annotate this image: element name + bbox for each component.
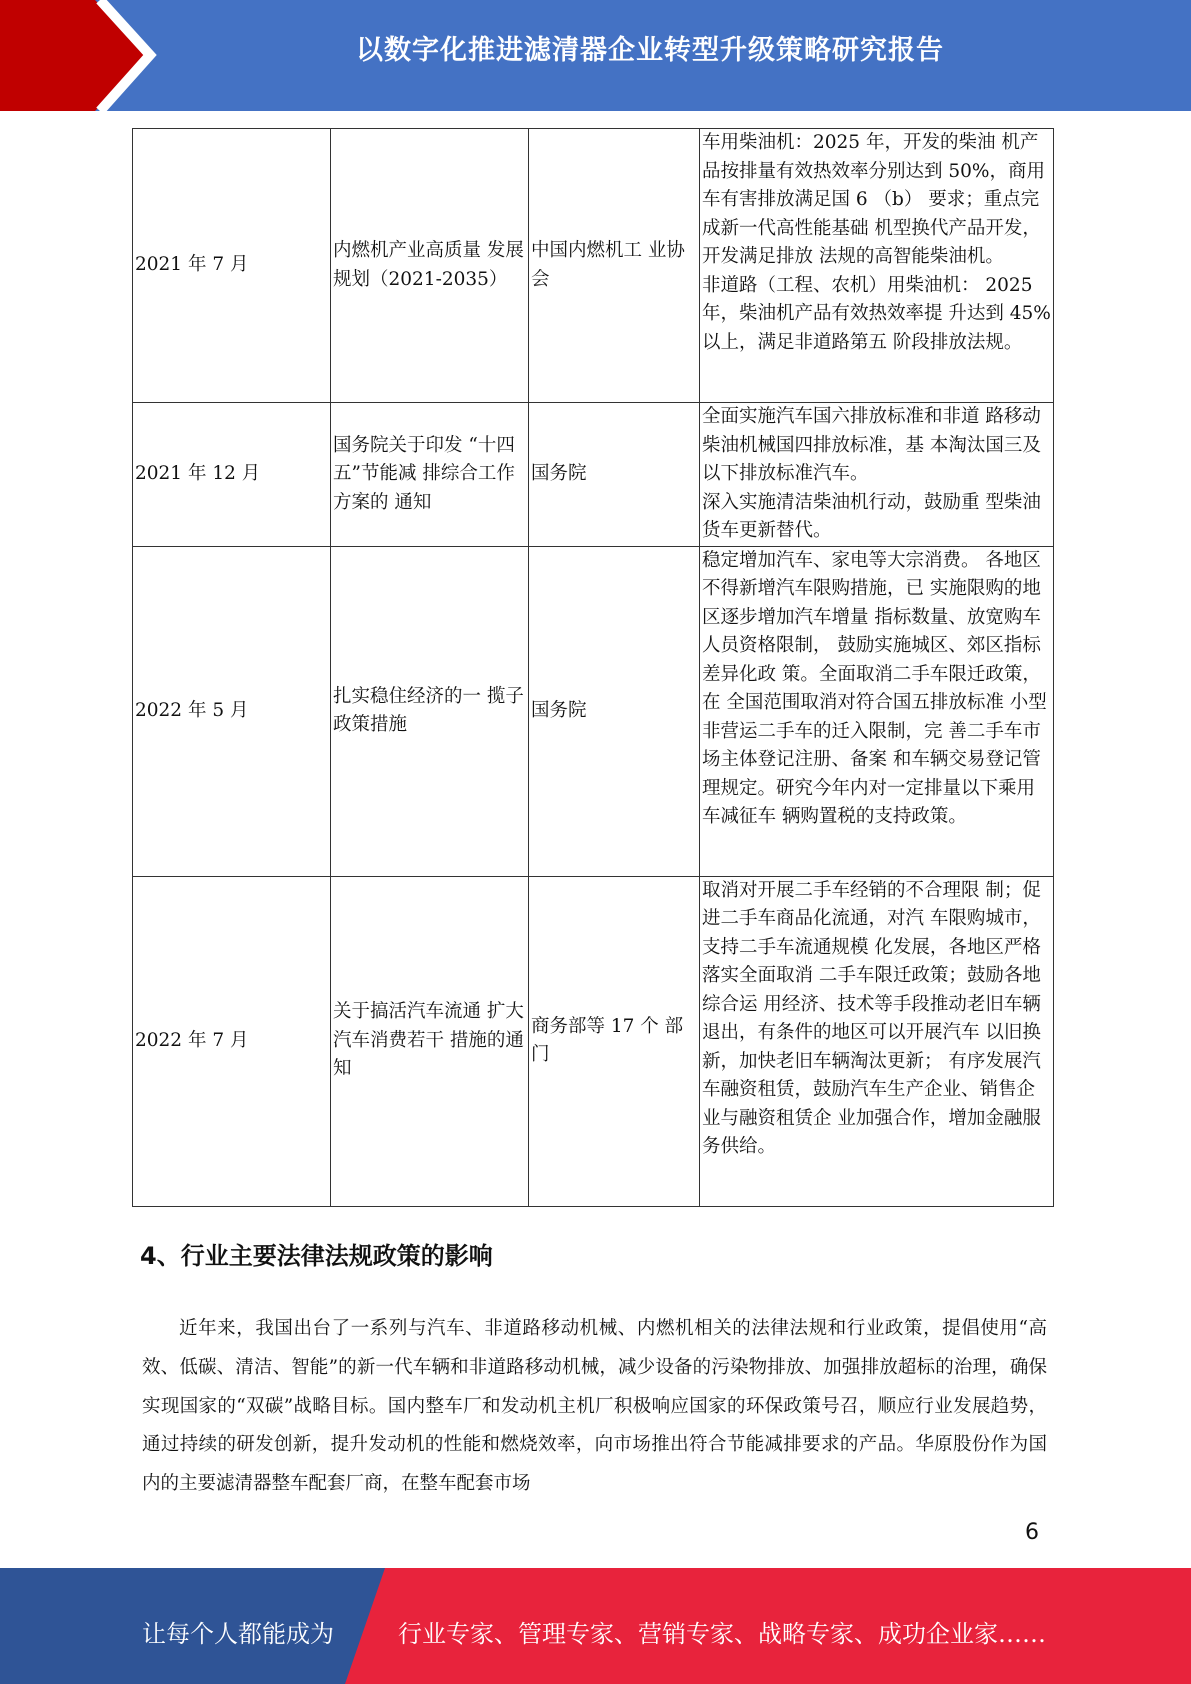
content-paragraph: 全面实施汽车国六排放标准和非道 路移动柴油机械国四排放标准，基 本淘汰国三及以下排放标准汽车。: [702, 406, 1041, 484]
cell-content: [700, 546, 1054, 876]
cell-date: 2022 年 7 月: [133, 876, 331, 1206]
content-paragraph: 稳定增加汽车、家电等大宗消费。 各地区不得新增汽车限购措施，已 实施限购的地区逐步增加汽车增量 指标数量、放宽购车人员资格限制， 鼓励实施城区、郊区指标差异化政 策。全面取消二手车限迁政策，在 全国范围取消对符合国五排放标准 小型非营运二手车的迁入限制，完 善二手车市场主体登记注册、备案 和车辆交易登记管理规定。研究今年内对一定排量以下乘用车减征车 辆购置税的支持政策。: [702, 549, 1047, 827]
cell-issuer: 中国内燃机工 业协会: [529, 129, 700, 403]
table-row: [133, 129, 1054, 403]
header-title: 以数字化推进滤清器企业转型升级策略研究报告: [356, 35, 944, 66]
content-paragraph: 取消对开展二手车经销的不合理限 制；促进二手车商品化流通，对汽 车限购城市，支持二手车流通规模 化发展，各地区严格落实全面取消 二手车限迁政策；鼓励各地综合运 用经济、技术等手段推动老旧车辆 退出，有条件的地区可以开展汽车 以旧换新，加快老旧车辆淘汰更新； 有序发展汽车融资租赁，鼓励汽车生产企业、销售企业与融资租赁企 业加强合作，增加金融服务供给。: [702, 879, 1041, 1157]
table-row: [133, 546, 1054, 876]
cell-date: 2022 年 5 月: [133, 546, 331, 876]
cell-policy: 国务院关于印发 “十四五”节能减 排综合工作方案的 通知: [331, 403, 529, 547]
page-number: 6: [1025, 1520, 1039, 1545]
body-paragraph: 近年来，我国出台了一系列与汽车、非道路移动机械、内燃机相关的法律法规和行业政策，提倡使用“高效、低碳、清洁、智能”的新一代车辆和非道路移动机械，减少设备的污染物排放、加强排放超标的治理，确保实现国家的“双碳”战略目标。国内整车厂和发动机主机厂积极响应国家的环保政策号召，顺应行业发展趋势，通过持续的研发创新，提升发动机的性能和燃烧效率，向市场推出符合节能减排要求的产品。华原股份作为国内的主要滤清器整车配套厂商，在整车配套市场: [142, 1318, 1047, 1495]
cell-date: 2021 年 7 月: [133, 129, 331, 403]
policy-table: [132, 128, 1054, 1207]
section-heading: 4、行业主要法律法规政策的影响: [140, 1242, 493, 1270]
table-row: [133, 876, 1054, 1206]
cell-policy: 关于搞活汽车流通 扩大汽车消费若干 措施的通知: [331, 876, 529, 1206]
cell-date: 2021 年 12 月: [133, 403, 331, 547]
cell-content: [700, 129, 1054, 403]
footer-slogan-right: 行业专家、管理专家、营销专家、战略专家、成功企业家……: [398, 1620, 1046, 1648]
footer-slogan-left: 让每个人都能成为: [142, 1620, 334, 1648]
header-banner: [0, 0, 1191, 111]
cell-issuer: 商务部等 17 个 部门: [529, 876, 700, 1206]
cell-policy: 扎实稳住经济的一 揽子政策措施: [331, 546, 529, 876]
cell-issuer: 国务院: [529, 403, 700, 547]
cell-content: [700, 403, 1054, 547]
content-paragraph: 非道路（工程、农机）用柴油机： 2025 年，柴油机产品有效热效率提 升达到 45%以上，满足非道路第五 阶段排放法规。: [702, 274, 1051, 353]
content-paragraph: 深入实施清洁柴油机行动，鼓励重 型柴油货车更新替代。: [702, 491, 1041, 541]
content-paragraph: 车用柴油机：2025 年，开发的柴油 机产品按排量有效热效率分别达到 50%，商用车有害排放满足国 6 （b） 要求；重点完成新一代高性能基础 机型换代产品开发，开发满足排放 法规的高智能柴油机。: [702, 132, 1046, 267]
cell-policy: 内燃机产业高质量 发展规划（2021-2035）: [331, 129, 529, 403]
table-row: [133, 403, 1054, 547]
cell-content: [700, 876, 1054, 1206]
footer-banner: [0, 1568, 1191, 1684]
cell-issuer: 国务院: [529, 546, 700, 876]
